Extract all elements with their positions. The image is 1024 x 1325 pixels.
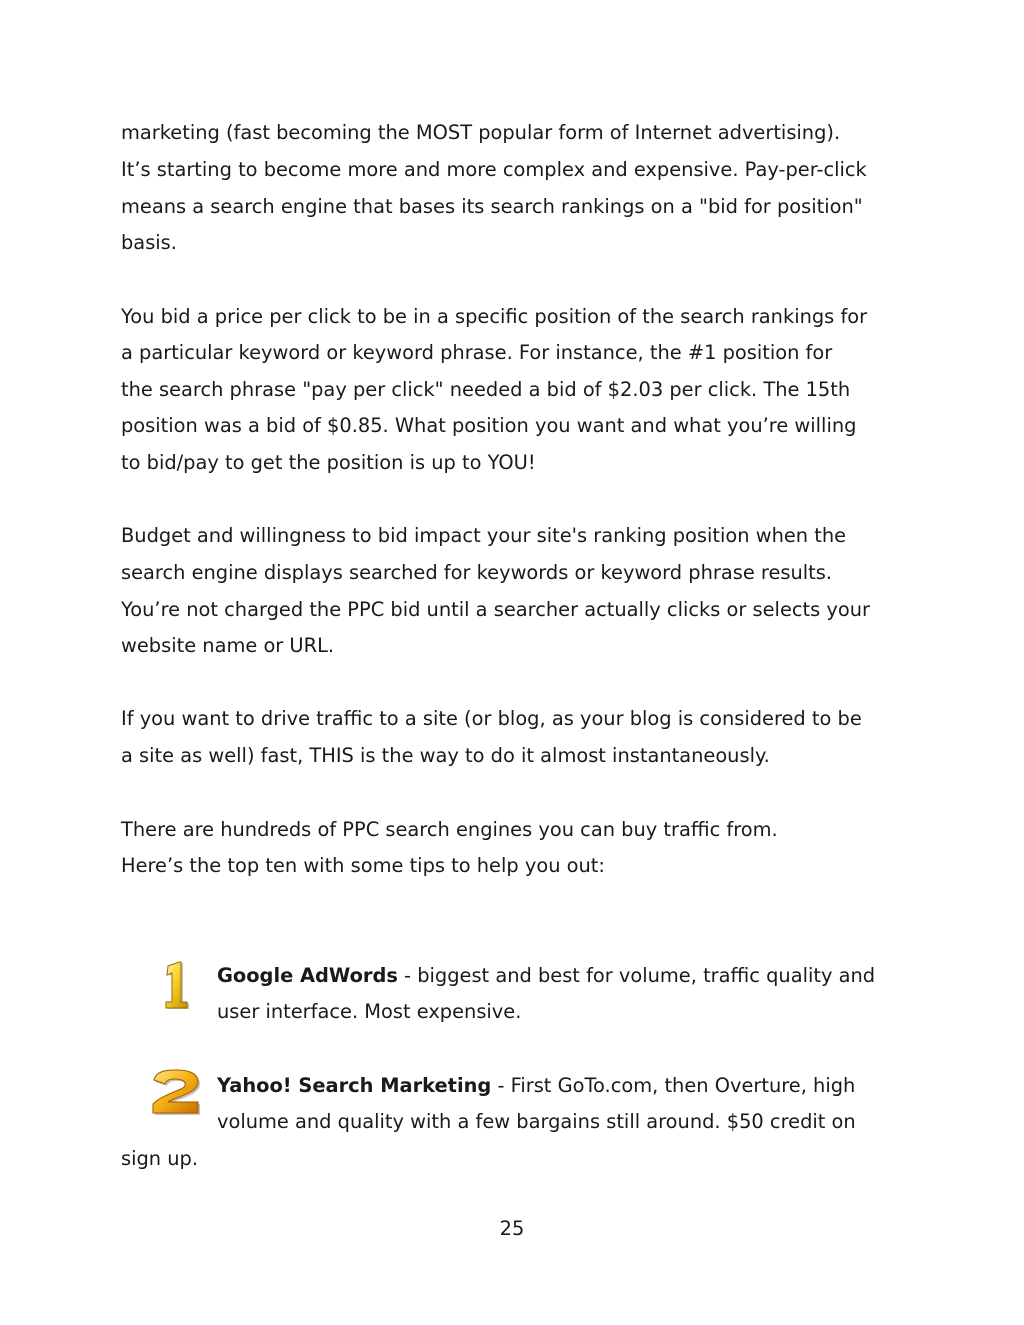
paragraph-5-line-2: Here’s the top ten with some tips to help you out: <box>121 854 605 877</box>
list-item-2-line-1 <box>217 1074 855 1098</box>
paragraph-3-line-1: Budget and willingness to bid impact your site's ranking position when the <box>121 524 847 547</box>
paragraph-3-line-3: You’re not charged the PPC bid until a searcher actually clicks or selects your <box>121 598 871 621</box>
list-item-2-line-3: sign up. <box>121 1147 199 1170</box>
list-item-1-name: Google AdWords <box>217 964 398 987</box>
paragraph-3-line-4: website name or URL. <box>121 634 335 657</box>
paragraph-1-line-1: marketing (fast becoming the MOST popular form of Internet advertising). <box>121 121 841 144</box>
list-item-2-description: - First GoTo.com, then Overture, high <box>491 1074 856 1097</box>
paragraph-4-line-2: a site as well) fast, THIS is the way to do it almost instantaneously. <box>121 744 770 767</box>
paragraph-1-line-4: basis. <box>121 231 177 254</box>
paragraph-2-line-5: to bid/pay to get the position is up to YOU! <box>121 451 536 474</box>
list-item-2-name: Yahoo! Search Marketing <box>217 1074 492 1097</box>
paragraph-1-line-2: It’s starting to become more and more complex and expensive. Pay-per-click <box>121 158 867 181</box>
list-item-1-line-2: user interface. Most expensive. <box>217 1000 522 1023</box>
paragraph-2-line-1: You bid a price per click to be in a specific position of the search rankings for <box>121 305 868 328</box>
paragraph-4-line-1: If you want to drive traffic to a site (or blog, as your blog is considered to be <box>121 707 862 730</box>
list-item-2-line-2: volume and quality with a few bargains still around. $50 credit on <box>217 1110 856 1133</box>
paragraph-1-line-3: means a search engine that bases its search rankings on a "bid for position" <box>121 195 863 218</box>
paragraph-3-line-2: search engine displays searched for keywords or keyword phrase results. <box>121 561 833 584</box>
number-two-icon <box>150 1068 202 1116</box>
paragraph-5-line-1: There are hundreds of PPC search engines you can buy traffic from. <box>121 818 778 841</box>
number-one-icon <box>160 960 190 1010</box>
list-item-1-description: - biggest and best for volume, traffic quality and <box>397 964 876 987</box>
paragraph-2-line-2: a particular keyword or keyword phrase. For instance, the #1 position for <box>121 341 833 364</box>
paragraph-2-line-4: position was a bid of $0.85. What position you want and what you’re willing <box>121 414 857 437</box>
page-number: 25 <box>499 1217 525 1240</box>
list-item-1-line-1 <box>217 964 875 988</box>
paragraph-2-line-3: the search phrase "pay per click" needed a bid of $2.03 per click. The 15th <box>121 378 851 401</box>
